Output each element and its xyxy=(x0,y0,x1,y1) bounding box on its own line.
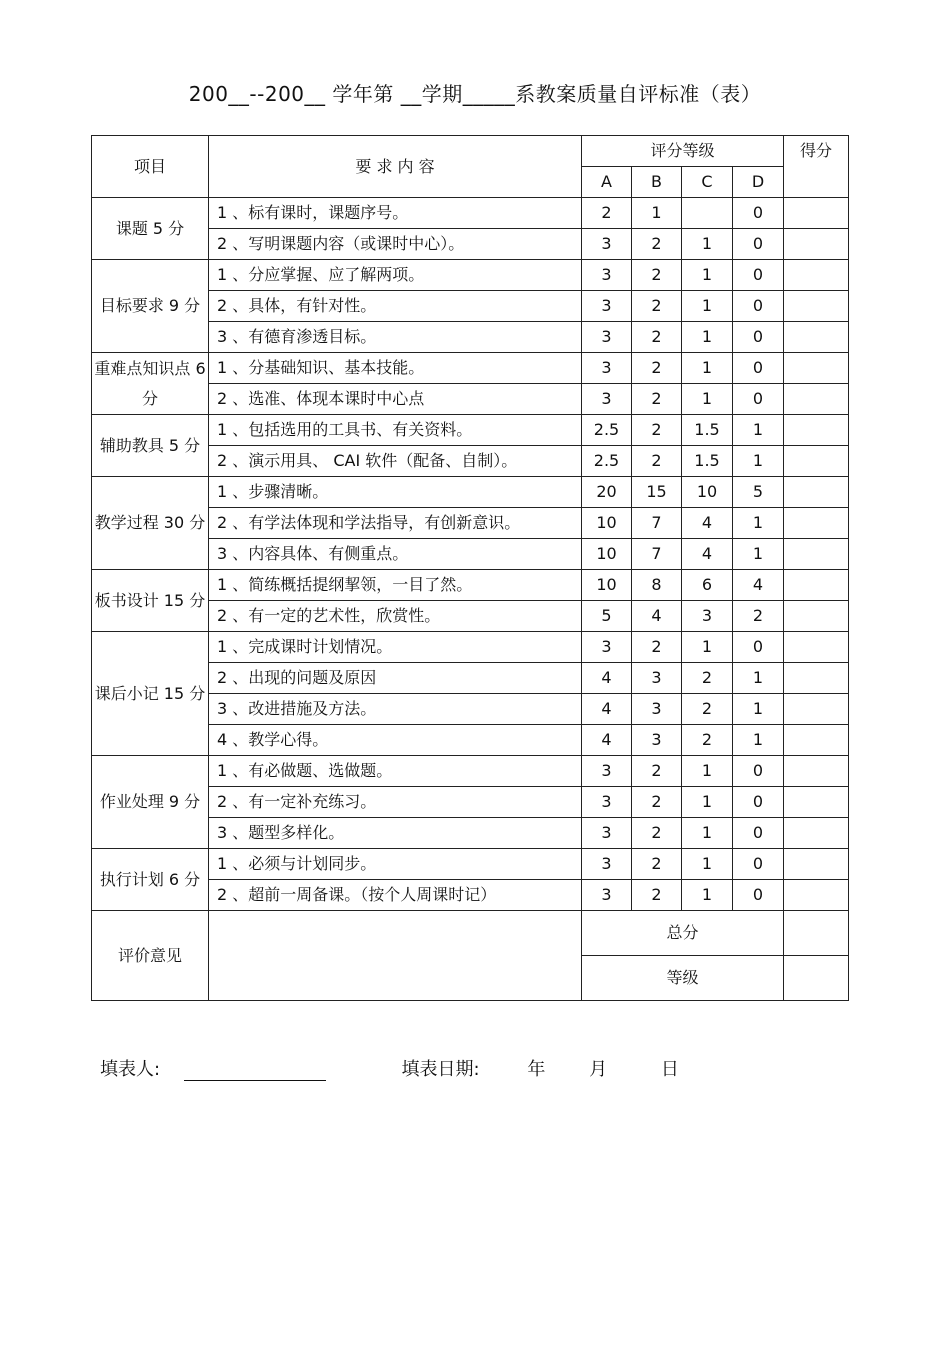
grade-a-value: 3 xyxy=(582,787,632,818)
grade-d-value: 0 xyxy=(733,229,784,260)
grade-c-value: 1.5 xyxy=(682,446,733,477)
grade-b-value: 3 xyxy=(632,694,682,725)
section-name: 执行计划 6 分 xyxy=(92,849,209,911)
grade-a-value: 3 xyxy=(582,322,632,353)
score-cell[interactable] xyxy=(784,849,849,880)
grade-c-value: 1 xyxy=(682,229,733,260)
grade-c-value: 1 xyxy=(682,880,733,911)
grade-b-value: 7 xyxy=(632,539,682,570)
grade-b-value: 2 xyxy=(632,229,682,260)
requirement-text: 1 、有必做题、选做题。 xyxy=(209,756,582,787)
filler-label: 填表人: xyxy=(100,1059,161,1080)
score-cell[interactable] xyxy=(784,322,849,353)
filler-name-field[interactable] xyxy=(184,1060,326,1081)
grade-a-value: 3 xyxy=(582,632,632,663)
score-cell[interactable] xyxy=(784,539,849,570)
grade-b-value: 2 xyxy=(632,260,682,291)
grade-a-value: 4 xyxy=(582,725,632,756)
score-cell[interactable] xyxy=(784,601,849,632)
grade-c-value: 2 xyxy=(682,663,733,694)
requirement-text: 2 、有一定补充练习。 xyxy=(209,787,582,818)
grade-b-value: 2 xyxy=(632,818,682,849)
grade-c-value: 4 xyxy=(682,508,733,539)
header-grade-a: A xyxy=(582,167,632,198)
level-cell[interactable] xyxy=(784,956,849,1001)
grade-d-value: 1 xyxy=(733,725,784,756)
grade-d-value: 0 xyxy=(733,260,784,291)
grade-c-value: 2 xyxy=(682,725,733,756)
grade-c-value: 2 xyxy=(682,694,733,725)
grade-a-value: 10 xyxy=(582,539,632,570)
score-cell[interactable] xyxy=(784,694,849,725)
grade-d-value: 0 xyxy=(733,353,784,384)
grade-d-value: 0 xyxy=(733,198,784,229)
requirement-text: 1 、包括选用的工具书、有关资料。 xyxy=(209,415,582,446)
table-row xyxy=(92,570,849,601)
header-score: 得分 xyxy=(784,136,849,198)
level-label: 等级 xyxy=(582,956,784,1001)
section-name: 板书设计 15 分 xyxy=(92,570,209,632)
total-score-label: 总分 xyxy=(582,911,784,956)
score-cell[interactable] xyxy=(784,663,849,694)
grade-a-value: 4 xyxy=(582,694,632,725)
table-row xyxy=(92,260,849,291)
score-cell[interactable] xyxy=(784,260,849,291)
requirement-text: 1 、简练概括提纲挈领，一目了然。 xyxy=(209,570,582,601)
requirement-text: 1 、完成课时计划情况。 xyxy=(209,632,582,663)
grade-d-value: 1 xyxy=(733,694,784,725)
grade-a-value: 3 xyxy=(582,849,632,880)
grade-b-value: 2 xyxy=(632,632,682,663)
grade-c-value: 1 xyxy=(682,384,733,415)
grade-c-value: 1 xyxy=(682,353,733,384)
grade-d-value: 1 xyxy=(733,539,784,570)
grade-a-value: 3 xyxy=(582,756,632,787)
grade-d-value: 0 xyxy=(733,291,784,322)
requirement-text: 3 、内容具体、有侧重点。 xyxy=(209,539,582,570)
header-grade-b: B xyxy=(632,167,682,198)
grade-c-value: 1 xyxy=(682,632,733,663)
score-cell[interactable] xyxy=(784,477,849,508)
score-cell[interactable] xyxy=(784,818,849,849)
grade-c-value: 1 xyxy=(682,849,733,880)
grade-d-value: 0 xyxy=(733,384,784,415)
requirement-text: 2 、出现的问题及原因 xyxy=(209,663,582,694)
grade-b-value: 2 xyxy=(632,787,682,818)
score-cell[interactable] xyxy=(784,725,849,756)
grade-d-value: 1 xyxy=(733,446,784,477)
grade-b-value: 2 xyxy=(632,880,682,911)
requirement-text: 2 、演示用具、 CAI 软件（配备、自制）。 xyxy=(209,446,582,477)
grade-a-value: 2.5 xyxy=(582,446,632,477)
requirement-text: 3 、题型多样化。 xyxy=(209,818,582,849)
requirement-text: 3 、有德育渗透目标。 xyxy=(209,322,582,353)
grade-d-value: 2 xyxy=(733,601,784,632)
grade-d-value: 4 xyxy=(733,570,784,601)
grade-c-value: 1 xyxy=(682,756,733,787)
section-name: 重难点知识点 6 分 xyxy=(92,353,209,415)
header-grade-level: 评分等级 xyxy=(582,136,784,167)
grade-c-value: 1.5 xyxy=(682,415,733,446)
grade-c-value: 1 xyxy=(682,260,733,291)
score-cell[interactable] xyxy=(784,198,849,229)
requirement-text: 2 、超前一周备课。（按个人周课时记） xyxy=(209,880,582,911)
grade-a-value: 4 xyxy=(582,663,632,694)
table-row xyxy=(92,756,849,787)
grade-a-value: 10 xyxy=(582,570,632,601)
grade-b-value: 2 xyxy=(632,353,682,384)
grade-d-value: 0 xyxy=(733,322,784,353)
header-grade-c: C xyxy=(682,167,733,198)
table-row xyxy=(92,353,849,384)
requirement-text: 2 、选准、体现本课时中心点 xyxy=(209,384,582,415)
score-cell[interactable] xyxy=(784,756,849,787)
section-name: 教学过程 30 分 xyxy=(92,477,209,570)
grade-c-value: 1 xyxy=(682,322,733,353)
total-score-cell[interactable] xyxy=(784,911,849,956)
date-month-label: 月 xyxy=(589,1059,608,1080)
evaluation-label: 评价意见 xyxy=(92,911,209,1001)
section-name: 课后小记 15 分 xyxy=(92,632,209,756)
grade-c-value: 3 xyxy=(682,601,733,632)
requirement-text: 1 、标有课时，课题序号。 xyxy=(209,198,582,229)
grade-c-value: 4 xyxy=(682,539,733,570)
grade-d-value: 1 xyxy=(733,663,784,694)
grade-b-value: 2 xyxy=(632,322,682,353)
grade-d-value: 0 xyxy=(733,880,784,911)
table-row xyxy=(92,477,849,508)
grade-b-value: 3 xyxy=(632,725,682,756)
score-cell[interactable] xyxy=(784,632,849,663)
grade-a-value: 5 xyxy=(582,601,632,632)
requirement-text: 2 、写明课题内容（或课时中心）。 xyxy=(209,229,582,260)
footer xyxy=(100,1055,679,1081)
grade-a-value: 3 xyxy=(582,880,632,911)
grade-b-value: 1 xyxy=(632,198,682,229)
grade-a-value: 2.5 xyxy=(582,415,632,446)
grade-a-value: 3 xyxy=(582,229,632,260)
grade-d-value: 5 xyxy=(733,477,784,508)
table-row xyxy=(92,198,849,229)
date-label: 填表日期: xyxy=(401,1059,480,1080)
section-name: 目标要求 9 分 xyxy=(92,260,209,353)
grade-c-value: 1 xyxy=(682,818,733,849)
table-body xyxy=(92,198,849,911)
grade-a-value: 3 xyxy=(582,291,632,322)
date-year-label: 年 xyxy=(527,1059,546,1080)
grade-b-value: 4 xyxy=(632,601,682,632)
grade-a-value: 3 xyxy=(582,353,632,384)
grade-d-value: 0 xyxy=(733,787,784,818)
grade-a-value: 3 xyxy=(582,818,632,849)
score-cell[interactable] xyxy=(784,446,849,477)
grade-a-value: 3 xyxy=(582,260,632,291)
evaluation-comment-cell[interactable] xyxy=(209,911,582,1001)
grade-b-value: 7 xyxy=(632,508,682,539)
score-cell[interactable] xyxy=(784,415,849,446)
grade-b-value: 2 xyxy=(632,849,682,880)
grade-a-value: 3 xyxy=(582,384,632,415)
grade-d-value: 0 xyxy=(733,818,784,849)
score-cell[interactable] xyxy=(784,353,849,384)
header-requirement: 要 求 内 容 xyxy=(209,136,582,198)
grade-d-value: 0 xyxy=(733,756,784,787)
requirement-text: 2 、具体，有针对性。 xyxy=(209,291,582,322)
grade-c-value xyxy=(682,198,733,229)
requirement-text: 4 、教学心得。 xyxy=(209,725,582,756)
requirement-text: 1 、分基础知识、基本技能。 xyxy=(209,353,582,384)
table-row xyxy=(92,632,849,663)
grade-a-value: 2 xyxy=(582,198,632,229)
score-cell[interactable] xyxy=(784,291,849,322)
grade-b-value: 3 xyxy=(632,663,682,694)
requirement-text: 3 、改进措施及方法。 xyxy=(209,694,582,725)
grade-b-value: 2 xyxy=(632,415,682,446)
grade-d-value: 1 xyxy=(733,415,784,446)
header-project: 项目 xyxy=(92,136,209,198)
score-cell[interactable] xyxy=(784,508,849,539)
grade-b-value: 8 xyxy=(632,570,682,601)
grade-a-value: 20 xyxy=(582,477,632,508)
table-row xyxy=(92,849,849,880)
grade-c-value: 6 xyxy=(682,570,733,601)
section-name: 作业处理 9 分 xyxy=(92,756,209,849)
grade-b-value: 2 xyxy=(632,756,682,787)
grade-b-value: 2 xyxy=(632,446,682,477)
grade-d-value: 1 xyxy=(733,508,784,539)
grade-d-value: 0 xyxy=(733,632,784,663)
section-name: 课题 5 分 xyxy=(92,198,209,260)
requirement-text: 1 、分应掌握、应了解两项。 xyxy=(209,260,582,291)
grade-d-value: 0 xyxy=(733,849,784,880)
score-cell[interactable] xyxy=(784,787,849,818)
grade-c-value: 1 xyxy=(682,291,733,322)
requirement-text: 1 、步骤清晰。 xyxy=(209,477,582,508)
requirement-text: 2 、有学法体现和学法指导，有创新意识。 xyxy=(209,508,582,539)
score-cell[interactable] xyxy=(784,570,849,601)
page-title: 200__--200__ 学年第 __学期_____系教案质量自评标准（表） xyxy=(188,82,762,106)
evaluation-table xyxy=(91,135,849,1001)
date-day-label: 日 xyxy=(660,1059,679,1080)
score-cell[interactable] xyxy=(784,880,849,911)
section-name: 辅助教具 5 分 xyxy=(92,415,209,477)
score-cell[interactable] xyxy=(784,384,849,415)
grade-c-value: 1 xyxy=(682,787,733,818)
grade-b-value: 15 xyxy=(632,477,682,508)
header-grade-d: D xyxy=(733,167,784,198)
score-cell[interactable] xyxy=(784,229,849,260)
grade-a-value: 10 xyxy=(582,508,632,539)
grade-b-value: 2 xyxy=(632,384,682,415)
requirement-text: 1 、必须与计划同步。 xyxy=(209,849,582,880)
table-row xyxy=(92,415,849,446)
grade-b-value: 2 xyxy=(632,291,682,322)
grade-c-value: 10 xyxy=(682,477,733,508)
requirement-text: 2 、有一定的艺术性，欣赏性。 xyxy=(209,601,582,632)
